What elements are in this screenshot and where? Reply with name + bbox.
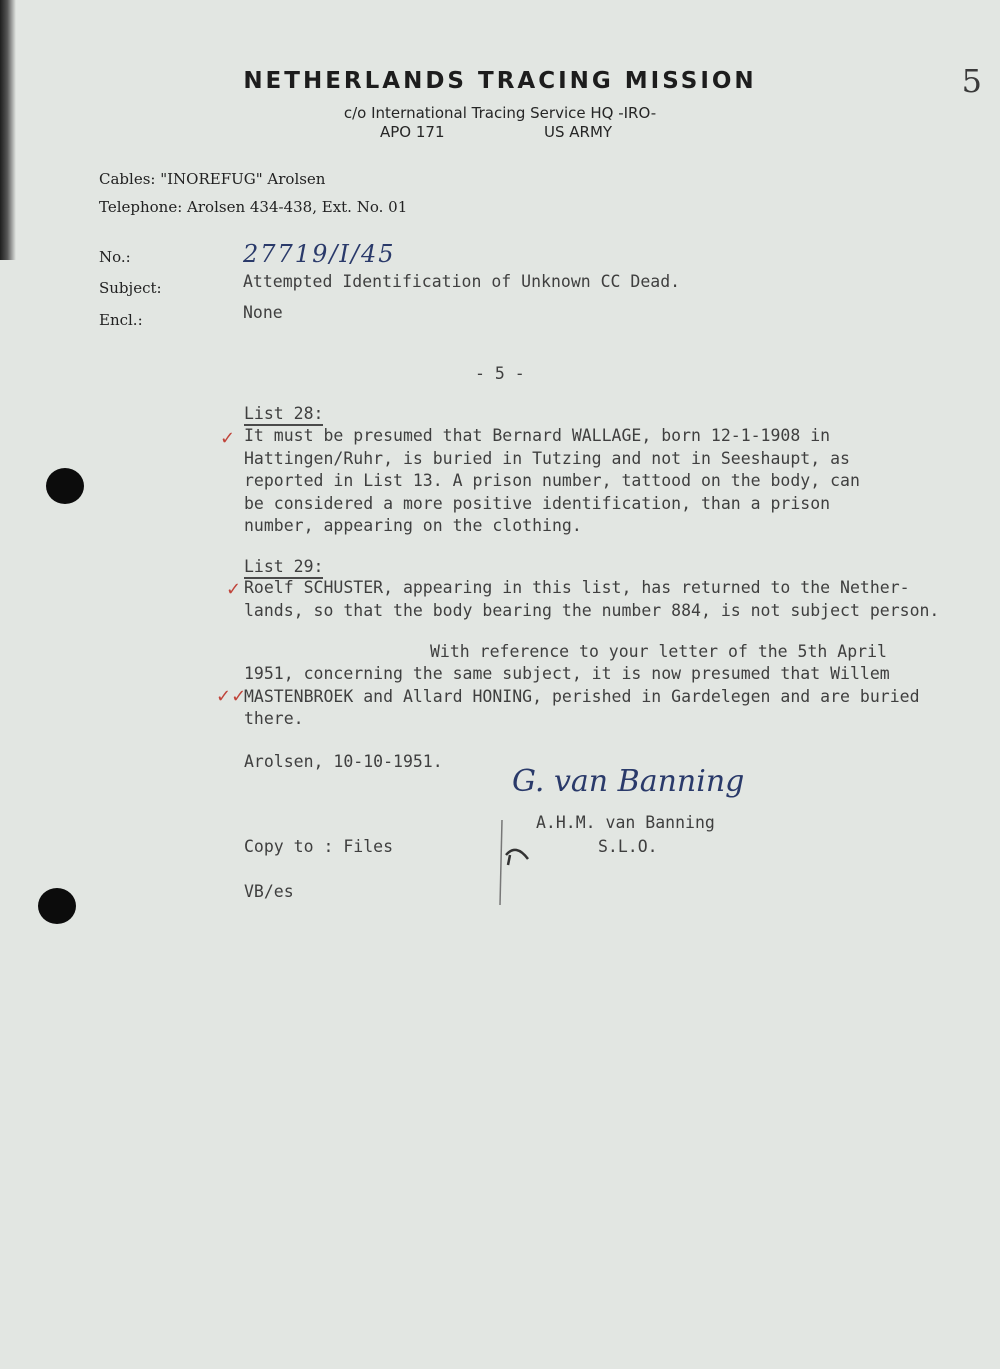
reference-number: 27719/I/45	[243, 240, 396, 268]
signatory-title: S.L.O.	[598, 837, 658, 856]
text-line: be considered a more positive identification, than a prison	[244, 493, 831, 513]
reference-line: With reference to your letter of the 5th April	[430, 642, 887, 661]
pencil-mark	[492, 815, 542, 910]
text-line: number, appearing on the clothing.	[244, 516, 582, 535]
text-line: reported in List 13. A prison number, tattood on the body, can	[244, 471, 860, 490]
punch-hole	[46, 468, 84, 504]
text-line: Roelf SCHUSTER, appearing in this list, has returned to the Nether-	[244, 578, 910, 597]
text-line: MASTENBROEK and Allard HONING, perished in Gardelegen and are buried	[244, 686, 920, 706]
telephone-line: Telephone: Arolsen 434-438, Ext. No. 01	[99, 198, 408, 216]
text-line: It must be presumed that Bernard WALLAGE, born 12-1-1908 in	[244, 426, 831, 445]
copy-to: Copy to : Files	[244, 837, 394, 856]
text-line: there.	[244, 709, 304, 728]
red-checkmark: ✓	[220, 428, 236, 449]
text-line: 1951, concerning the same subject, it is now presumed that Willem	[244, 664, 890, 683]
subject-value: Attempted Identification of Unknown CC Dead.	[243, 272, 681, 291]
address-army: US ARMY	[544, 123, 613, 141]
encl-value: None	[243, 303, 283, 322]
text-line: Hattingen/Ruhr, is buried in Tutzing and not in Seeshaupt, as	[244, 448, 850, 468]
text-line: lands, so that the body bearing the number 884, is not subject person.	[244, 600, 940, 620]
list29-paragraph	[244, 577, 939, 622]
page-number: 5	[961, 62, 982, 100]
signatory-name: A.H.M. van Banning	[536, 813, 715, 832]
initials: VB/es	[244, 882, 294, 901]
red-double-checkmark: ✓✓	[216, 686, 247, 707]
list28-heading: List 28:	[244, 404, 323, 426]
encl-label: Encl.:	[99, 311, 143, 329]
signature: G. van Banning	[512, 764, 745, 799]
punch-hole	[38, 888, 76, 924]
page-marker: - 5 -	[475, 364, 525, 383]
address-line: c/o International Tracing Service HQ -IRO-	[343, 104, 657, 122]
page-edge-shadow	[0, 0, 16, 260]
reference-paragraph	[244, 663, 920, 731]
list29-heading: List 29:	[244, 557, 323, 579]
place-date: Arolsen, 10-10-1951.	[244, 752, 443, 771]
address-apo: APO 171	[380, 123, 445, 141]
no-label: No.:	[99, 248, 131, 266]
list28-paragraph	[244, 425, 860, 538]
cables-line: Cables: "INOREFUG" Arolsen	[99, 170, 326, 188]
red-checkmark: ✓	[226, 579, 242, 600]
subject-label: Subject:	[99, 279, 162, 297]
letterhead-title: NETHERLANDS TRACING MISSION	[243, 68, 757, 94]
